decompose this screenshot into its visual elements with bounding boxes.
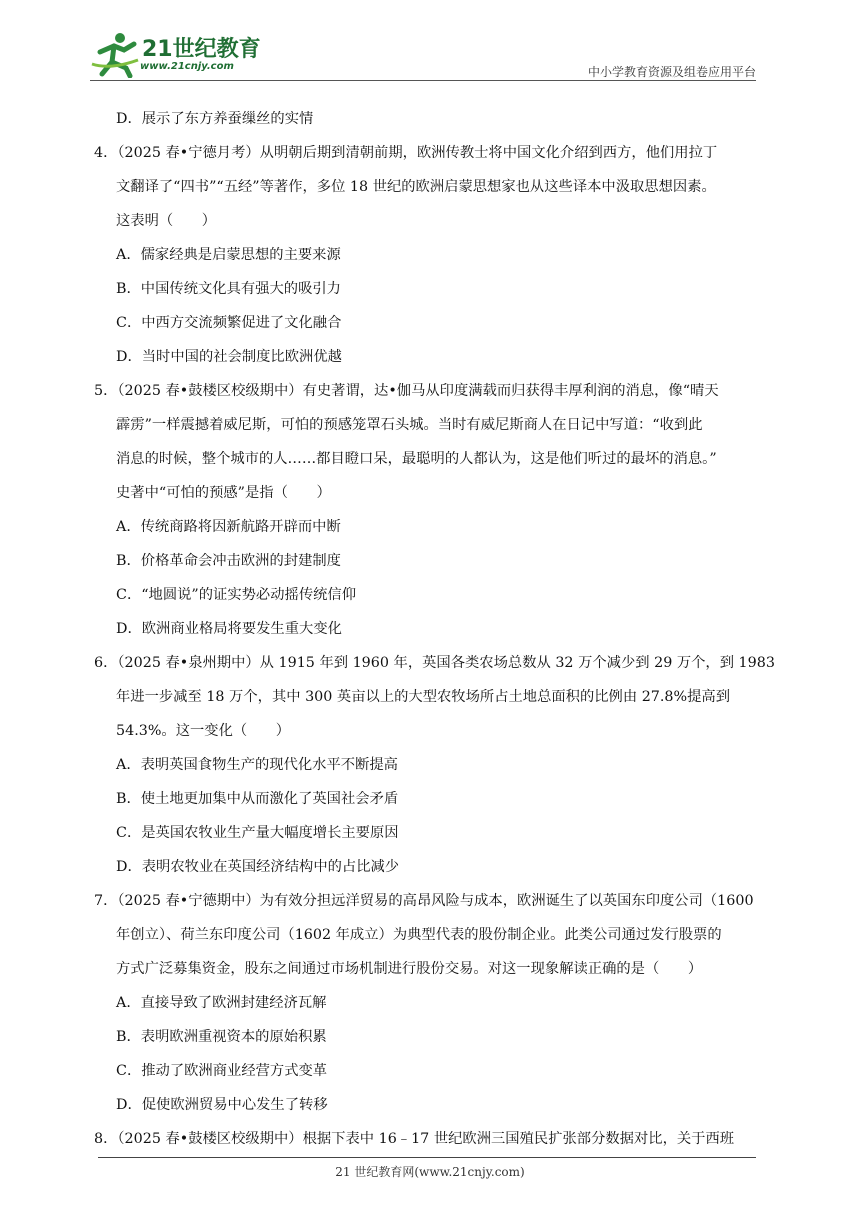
question-text-line: B．中国传统文化具有强大的吸引力 — [116, 281, 341, 297]
question-text-line: A．直接导致了欧洲封建经济瓦解 — [116, 995, 327, 1011]
question-text-line: 这表明（ ） — [116, 213, 217, 229]
question-text-line: B．表明欧洲重视资本的原始积累 — [116, 1029, 327, 1045]
question-text-line: 54.3%。这一变化（ ） — [116, 723, 291, 739]
question-text-line: D．欧洲商业格局将要发生重大变化 — [116, 621, 342, 637]
question-text-line: 史著中“可怕的预感”是指（ ） — [116, 485, 331, 501]
question-text-line: D．促使欧洲贸易中心发生了转移 — [116, 1097, 328, 1113]
footer-text: 21 世纪教育网(www.21cnjy.com) — [335, 1165, 525, 1179]
question-text-line: D．展示了东方养蚕缫丝的实情 — [116, 111, 314, 127]
question-text-line: 方式广泛募集资金，股东之间通过市场机制进行股份交易。对这一现象解读正确的是（ ） — [116, 961, 703, 977]
question-text-line: 霹雳”一样震撼着威尼斯，可怕的预感笼罩石头城。当时有威尼斯商人在日记中写道：“收到此 — [116, 417, 703, 433]
question-stem-line: 6．（2025 春•泉州期中）从 1915 年到 1960 年，英国各类农场总数从 32 万个减少到 29 万个，到 1983 — [94, 655, 775, 671]
question-stem-line: 7．（2025 春•宁德期中）为有效分担远洋贸易的高昂风险与成本，欧洲诞生了以英国东印度公司（1600 — [94, 893, 754, 909]
question-content — [94, 102, 775, 1156]
question-stem-line: 4．（2025 春•宁德月考）从明朝后期到清朝前期，欧洲传教士将中国文化介绍到西方，他们用拉丁 — [94, 145, 718, 161]
runner-logo-icon — [90, 30, 142, 78]
question-stem-line: 5．（2025 春•鼓楼区校级期中）有史著谓，达•伽马从印度满载而归获得丰厚利润的消息，像“晴天 — [94, 383, 719, 399]
question-text-line: C．推动了欧洲商业经营方式变革 — [116, 1063, 328, 1079]
page-header — [90, 22, 756, 80]
question-text-line: 文翻译了“四书”“五经”等著作，多位 18 世纪的欧洲启蒙思想家也从这些译本中汲取思想因素。 — [116, 179, 716, 195]
question-text-line: C．是英国农牧业生产量大幅度增长主要原因 — [116, 825, 399, 841]
question-text-line: C．中西方交流频繁促进了文化融合 — [116, 315, 342, 331]
question-text-line: A．表明英国食物生产的现代化水平不断提高 — [116, 757, 398, 773]
question-text-line: 年创立）、荷兰东印度公司（1602 年成立）为典型代表的股份制企业。此类公司通过发行股票的 — [116, 927, 722, 943]
question-text-line: C．“地圆说”的证实势必动摇传统信仰 — [116, 587, 357, 603]
question-text-line: A．传统商路将因新航路开辟而中断 — [116, 519, 341, 535]
question-text-line: D．表明农牧业在英国经济结构中的占比减少 — [116, 859, 400, 875]
site-logo — [90, 30, 270, 80]
footer-divider — [98, 1157, 756, 1158]
question-text-line: 年进一步减至 18 万个，其中 300 英亩以上的大型农牧场所占土地总面积的比例由 27.8%提高到 — [116, 689, 731, 705]
question-text-line: A．儒家经典是启蒙思想的主要来源 — [116, 247, 341, 263]
platform-title: 中小学教育资源及组卷应用平台 — [587, 65, 756, 79]
logo-url: www.21cnjy.com — [140, 61, 234, 72]
question-text-line: D．当时中国的社会制度比欧洲优越 — [116, 349, 342, 365]
question-stem-line: 8．（2025 春•鼓楼区校级期中）根据下表中 16﹣17 世纪欧洲三国殖民扩张部分数据对比，关于西班 — [94, 1131, 735, 1147]
question-text-line: 消息的时候，整个城市的人……都目瞪口呆，最聪明的人都认为，这是他们听过的最坏的消息。” — [116, 451, 717, 467]
question-text-line: B．使土地更加集中从而激化了英国社会矛盾 — [116, 791, 399, 807]
question-text-line: B．价格革命会冲击欧洲的封建制度 — [116, 553, 341, 569]
logo-text: 21世纪教育 — [142, 37, 261, 62]
header-divider — [90, 80, 756, 81]
